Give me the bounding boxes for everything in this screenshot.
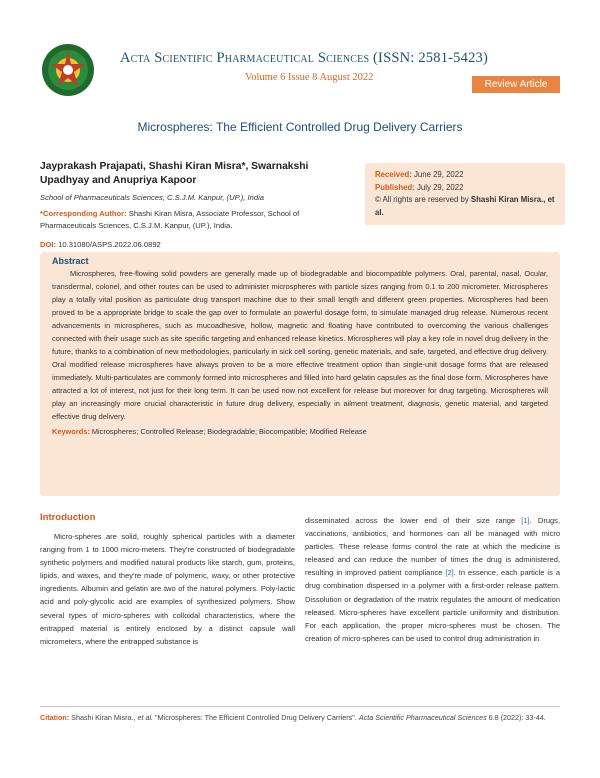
keywords	[52, 427, 548, 436]
corresponding-label: *Corresponding Author:	[40, 209, 127, 218]
abstract-box	[40, 252, 560, 496]
reference-link-1[interactable]: [1]	[521, 516, 530, 525]
intro-col2-part-a: disseminated across the lower end of their size range	[305, 516, 522, 525]
article-type-badge: Review Article	[472, 76, 560, 93]
corresponding-text: Shashi Kiran Misra, Associate Professor, School of Pharmaceuticals Sciences, C.S.J.M. Kanpur, (UP.), India.	[40, 209, 300, 230]
affiliation: School of Pharmaceuticals Sciences, C.S.J.M. Kanpur, (UP.), India	[40, 193, 264, 202]
intro-column-1: Micro-spheres are solid, roughly spherical particles with a diameter ranging from 1 to 1000 micro-meters. They're constructed of biodegradable synthetic polymers and modified natural products like starch, gum, proteins, lipids, and waxes, and they're made of polymeric, waxy, or other protective ingredients. Albumin and gelatin are two of the natural polymers. Poly-lactic acid and poly-glycolic acid are examples of synthesized polymers. Show several types of micro-spheres with colloidal characteristics, where the entrapped material is entirely enclosed by a distinct capsule wall micrometers, where the entrapped substance is	[40, 532, 295, 646]
doi-value[interactable]: 10.31080/ASPS.2022.06.0892	[58, 240, 161, 249]
received-date: June 29, 2022	[414, 170, 464, 179]
abstract-heading: Abstract	[52, 256, 89, 266]
reference-link-2[interactable]: [2]	[445, 568, 454, 578]
citation-journal: Acta Scientific Pharmaceutical Sciences	[358, 713, 487, 722]
citation-label: Citation:	[40, 713, 70, 722]
journal-logo	[40, 42, 96, 98]
article-title: Microspheres: The Efficient Controlled Drug Delivery Carriers	[137, 120, 463, 134]
rights-holder: Shashi Kiran Misra., et al.	[375, 195, 555, 217]
author-list: Jayprakash Prajapati, Shashi Kiran Misra*, Swarnakshi Upadhyay and Anupriya Kapoor	[40, 161, 309, 186]
citation-part-c: 6.8 (2022): 33-44.	[486, 713, 546, 722]
doi	[40, 240, 161, 249]
section-heading-introduction: Introduction	[40, 512, 96, 523]
corresponding-author	[40, 208, 350, 232]
citation-part-a: Shashi Kiran Misra.,	[71, 713, 138, 722]
citation-et-al: et al.	[137, 713, 154, 722]
dates-box	[365, 163, 565, 225]
rights-text: © All rights are reserved by	[375, 195, 469, 204]
intro-col2-part-c: . In essence, each particle is a drug combination dispersed in a polymer with a first-order release pattern. Dissolution or degradation of the matrix regulates the amount of medication released. Micro-spheres have excellent particle uniformity and distribution. For each application, the proper micro-spheres must be chosen. The creation of micro-spheres can be used to control drug administration in	[305, 568, 560, 643]
abstract-text: Microspheres, free-flowing solid powders are generally made up of biodegradable and biocompatible polymers. Oral, parental, nasal, Ocular, transdermal, colonel, and other routes can be used to administer microspheres with particle sizes ranging from 0.1 to 200 micrometer. Microspheres play a totally vital position as particulate drug transport machine due to their small length and different green properties. Microspheres had been proved to be a appropriate bridge to scale the gap over to formulate an powerful dosage form, to simulate managed drug release. Numerous recent advancements in microspheres, such as mucoadhesive, hollow, magnetic and floating have contributed to overcoming the various challenges connected with their usage such as site specific targeting and enhanced release kinetics. Microspheres will play a key role in novel drug delivery in the future, thanks to a combination of new methodologies, particularly in sick cell sorting, genetic materials, and safe, targeted, and effective drug delivery. Oral modified release microspheres have always proven to be a more effective treatment option than single-unit dosage forms that are released immediately. Multi-particulates are commonly formed into microspheres and filled into hard gelatin capsules as the final dose form. Microspheres have attracted a lot of interest, not just for their long term. It can be used now not excellent for release but moreover for drug targeting. Microspheres will play an increasingly more crucial characteristic in future drug delivery, especially in ailment treatment, diagnosis, genetic material, and targeted effective drug delivery.	[52, 269, 548, 421]
footer-divider	[40, 706, 560, 707]
doi-label: DOI:	[40, 240, 57, 249]
citation-footer	[40, 712, 560, 724]
published-date: July 29, 2022	[417, 182, 464, 192]
issue-info: Volume 6 Issue 8 August 2022	[245, 72, 374, 83]
citation-part-b: "Microspheres: The Efficient Controlled Drug Delivery Carriers".	[153, 713, 359, 722]
keywords-list: Microspheres; Controlled Release; Biodegradable; Biocompatible; Modified Release	[91, 427, 367, 436]
intro-col2-part-b: . Drugs, vaccinations, antibiotics, and hormones can all be managed with micro particles. These release forms control the rate at which the medicine is released and can reduce the number of times the drug is administered, resulting in improved patient compliance	[305, 516, 560, 578]
received-label: Received:	[375, 170, 412, 179]
laurel-wreath-logo-icon	[40, 42, 96, 98]
intro-column-2	[305, 514, 560, 645]
keywords-label: Keywords:	[52, 427, 90, 436]
published-label: Published:	[375, 182, 415, 192]
journal-name: Acta Scientific Pharmaceutical Sciences (ISSN: 2581-5423)	[120, 50, 488, 66]
